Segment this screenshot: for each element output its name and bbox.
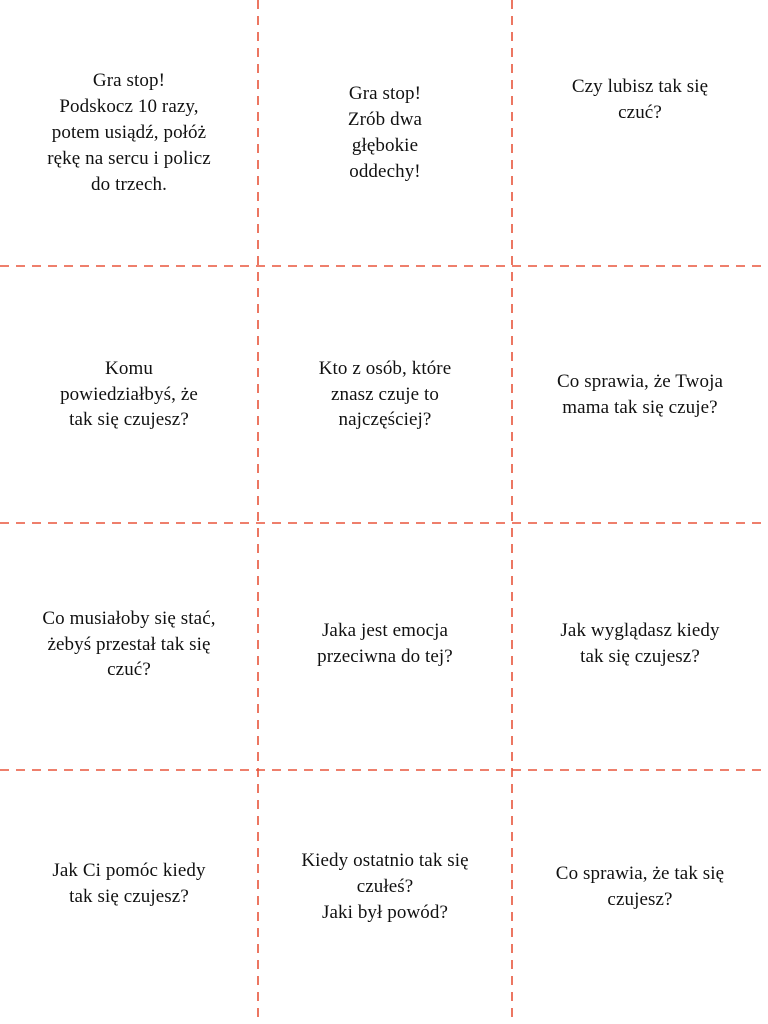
card-11: [258, 770, 512, 1024]
card-2: [258, 0, 512, 266]
card-6: [512, 266, 768, 523]
card-1: [0, 0, 258, 266]
card-4: [0, 266, 258, 523]
card-7-text: Co musiałoby się stać, żebyś przestał tak się czuć?: [42, 607, 216, 681]
card-12-text: Co sprawia, że tak się czujesz?: [555, 863, 725, 910]
card-8: [258, 523, 512, 770]
card-1-text: Gra stop! Podskocz 10 razy, potem usiądź, połóż rękę na sercu i policz do trzech.: [47, 70, 211, 195]
card-6-text: Co sprawia, że Twoja mama tak się czuje?: [557, 370, 723, 418]
card-3: [512, 0, 768, 266]
card-5: [258, 266, 512, 523]
card-4-text: Komu powiedziałbyś, że tak się czujesz?: [60, 357, 198, 431]
card-10-text: Jak Ci pomóc kiedy tak się czujesz?: [52, 860, 206, 907]
card-8-text: Jaka jest emocja przeciwna do tej?: [317, 619, 453, 667]
card-10: [0, 770, 258, 1024]
card-11-text: Kiedy ostatnio tak się czułeś? Jaki był powód?: [301, 850, 469, 923]
card-2-text: Gra stop! Zrób dwa głębokie oddechy!: [347, 83, 423, 182]
card-9-text: Jak wyglądasz kiedy tak się czujesz?: [560, 619, 720, 667]
card-3-text: Czy lubisz tak się czuć?: [571, 76, 709, 123]
card-9: [512, 523, 768, 770]
card-5-text: Kto z osób, które znasz czuje to najczęściej?: [318, 357, 452, 431]
card-7: [0, 523, 258, 770]
card-12: [512, 770, 768, 1024]
